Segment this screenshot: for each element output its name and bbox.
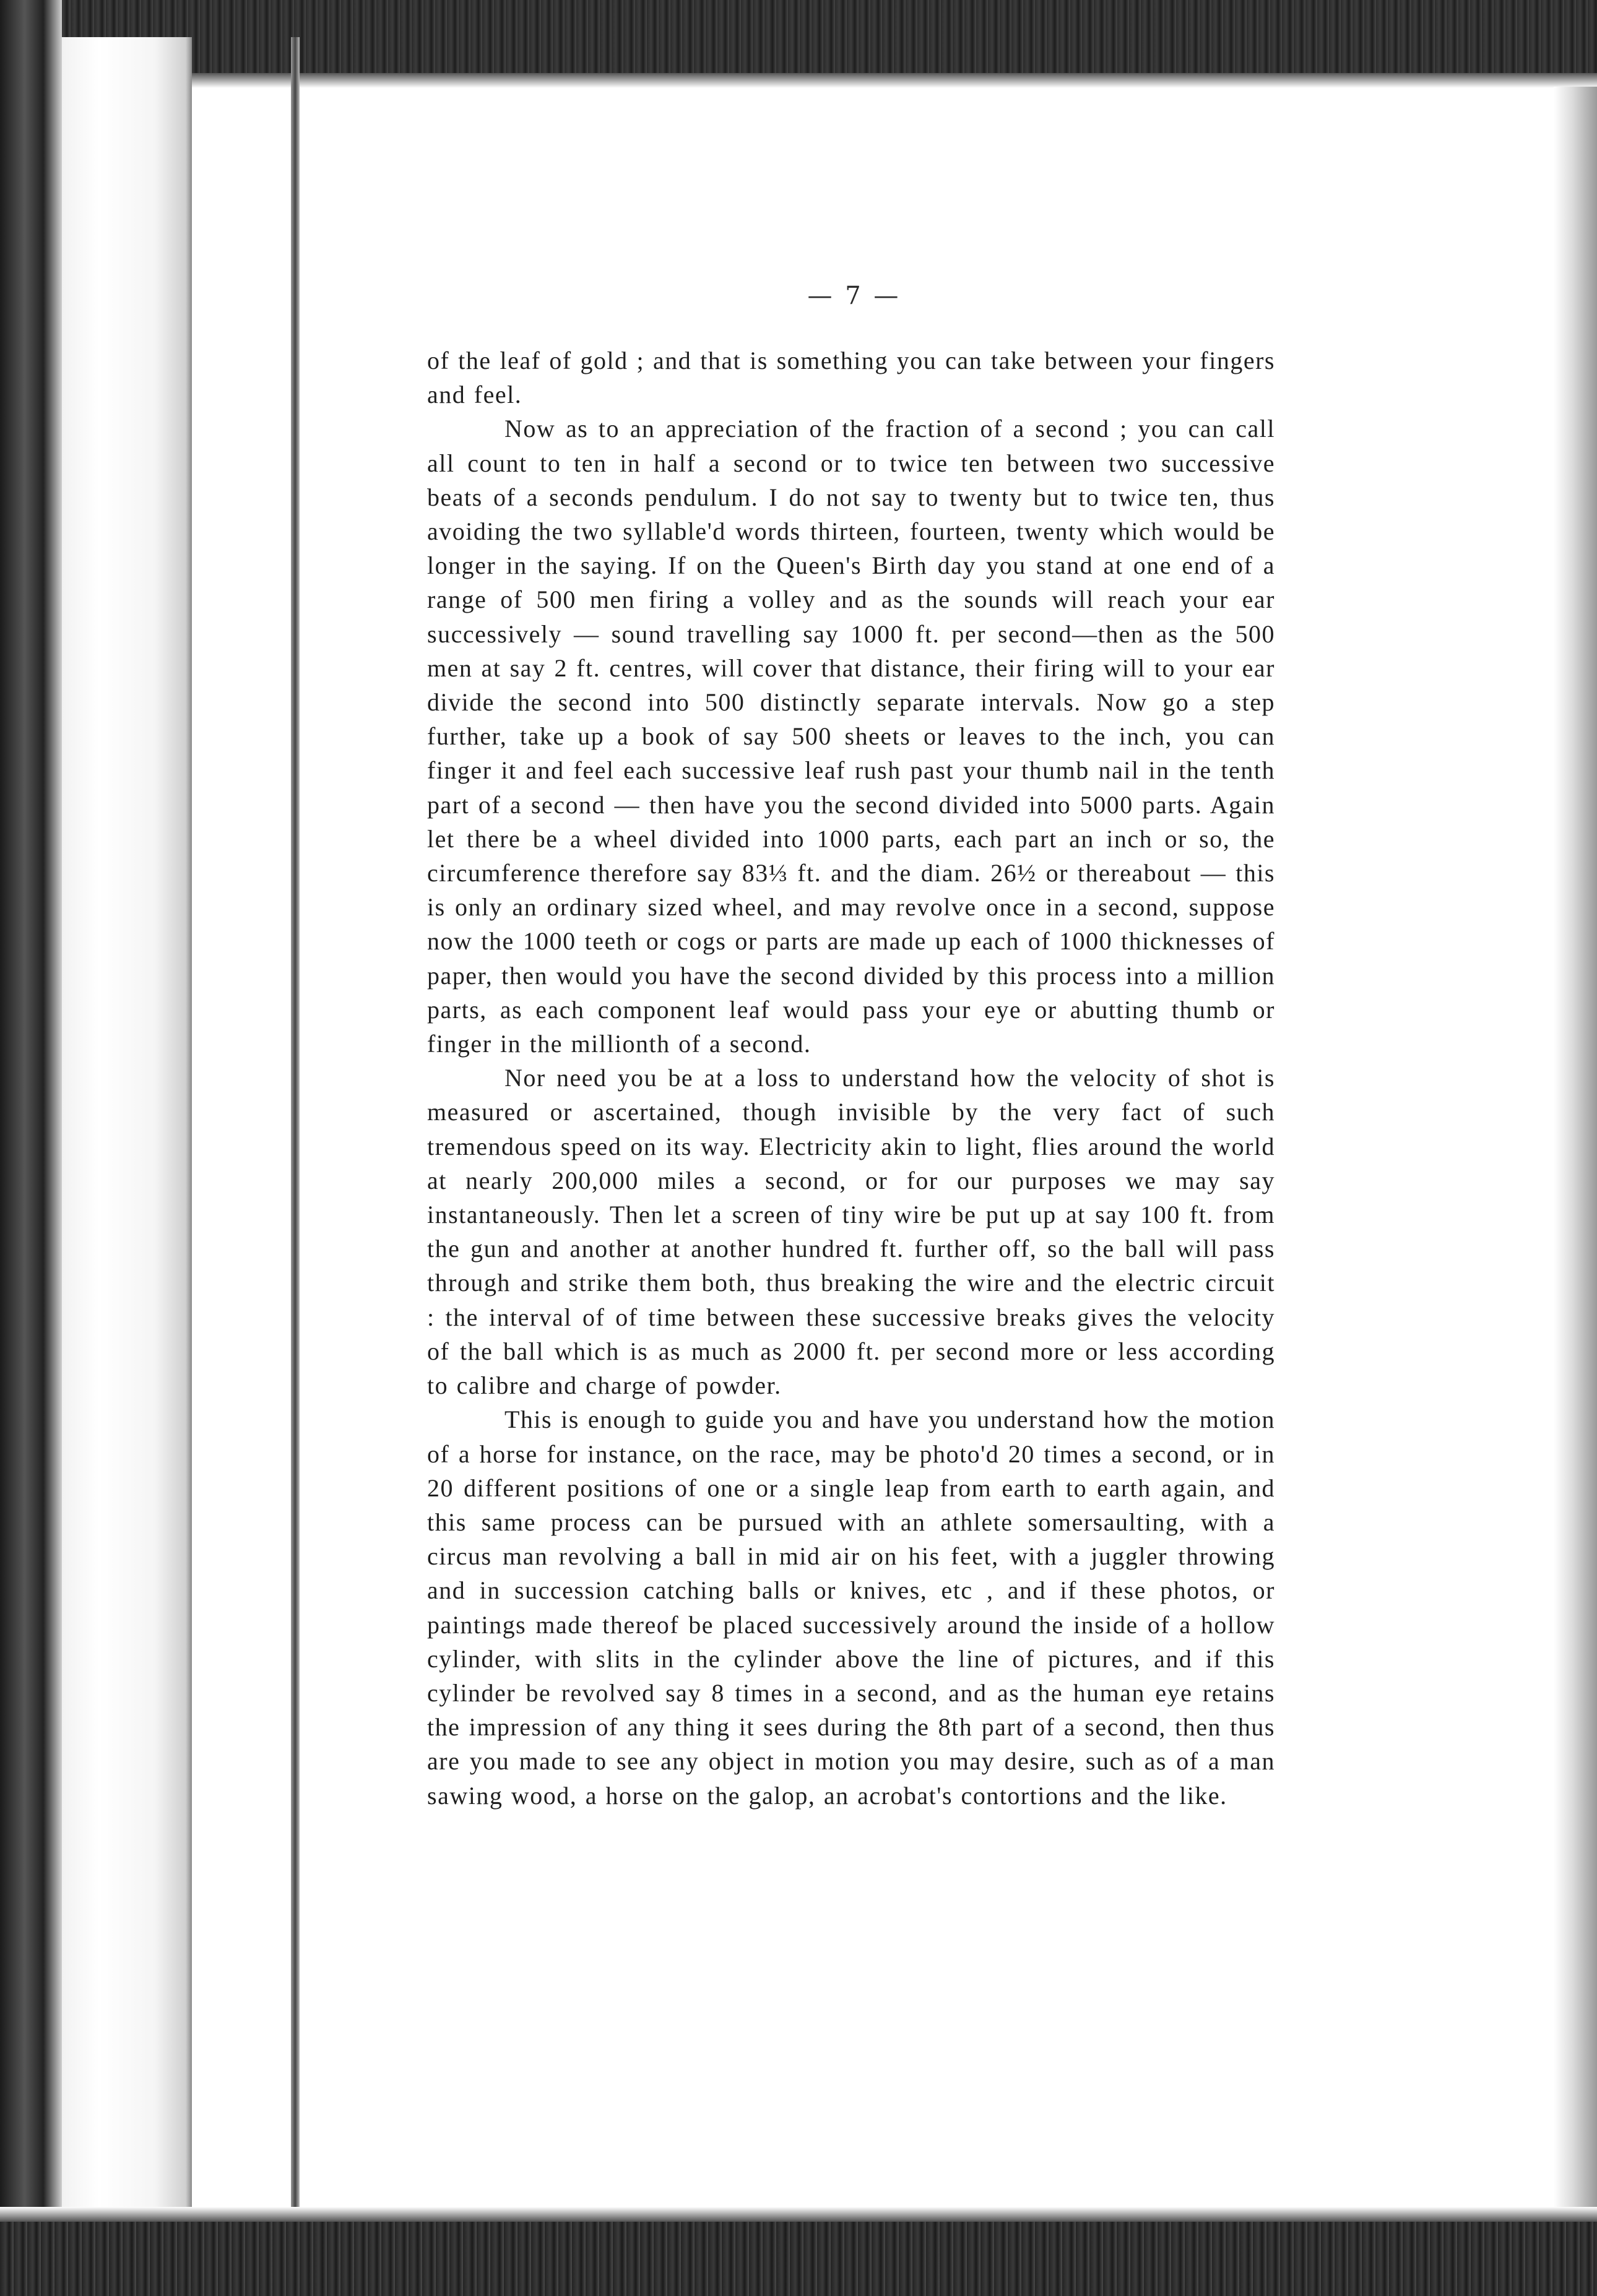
page-gutter — [291, 37, 300, 2259]
paragraph-1: of the leaf of gold ; and that is something you can take between your fingers and feel. — [427, 347, 1275, 409]
scan-top-shadow — [0, 73, 1597, 88]
book-binding — [0, 0, 62, 2296]
right-page-shadow — [1554, 87, 1597, 2209]
scan-bottom-edge — [0, 2222, 1597, 2296]
page-body-text — [427, 343, 1275, 1813]
paragraph-4: This is enough to guide you and have you understand how the motion of a horse for instance, on the race, may be photo'd 20 times a second, or in 20 different positions of one or a single leap from earth to earth again, and this same process can be pursued with an athlete somersaulting, with a circus man revolving a ball in mid air on his feet, with a juggler throwing and in succession catching balls or knives, etc , and if these photos, or paintings made thereof be placed successively around the inside of a hollow cylinder, with slits in the cylinder above the line of pictures, and if this cylinder be revolved say 8 times in a second, and as the human eye retains the impression of any thing it sees during the 8th part of a second, then thus are you made to see any object in motion you may desire, such as of a man sawing wood, a horse on the galop, an acrobat's contortions and the like. — [427, 1405, 1275, 1810]
page-number: — 7 — — [807, 282, 901, 310]
paragraph-2: Now as to an appreciation of the fraction of a second ; you can call all count to ten in half a second or to twice ten between two successive beats of a seconds pendulum. I do not say to twenty but to twice ten, thus avoiding the two syllable'd words thirteen, fourteen, twenty which would be longer in the saying. If on the Queen's Birth day you stand at one end of a range of 500 men firing a volley and as the sounds will reach your ear successively — sound travelling say 1000 ft. per second—then as the 500 men at say 2 ft. centres, will cover that distance, their firing will to your ear divide the second into 500 distinctly separate intervals. Now go a step further, take up a book of say 500 sheets or leaves to the inch, you can finger it and feel each successive leaf rush past your thumb nail in the tenth part of a second — then have you the second divided into 5000 parts. Again let there be a wheel divided into 1000 parts, each part an inch or so, the circumference therefore say 83⅓ ft. and the diam. 26½ or thereabout — this is only an ordinary sized wheel, and may revolve once in a second, suppose now the 1000 teeth or cogs or parts are made up each of 1000 thicknesses of paper, then would you have the second divided by this process into a million parts, as each component leaf would pass your eye or abutting thumb or finger in the millionth of a second. — [427, 415, 1275, 1058]
left-page-edge — [62, 37, 192, 2259]
scan-bottom-shadow — [0, 2207, 1597, 2223]
paragraph-3: Nor need you be at a loss to understand how the velocity of shot is measured or ascertained, though invisible by the very fact of such tremendous speed on its way. Electricity akin to light, flies around the world at nearly 200,000 miles a second, or for our purposes we may say instantaneously. Then let a screen of tiny wire be put up at say 100 ft. from the gun and another at another hundred ft. further off, so the ball will pass through and strike them both, thus breaking the wire and the electric circuit : the interval of of time between these successive breaks gives the velocity of the ball which is as much as 2000 ft. per second more or less according to calibre and charge of powder. — [427, 1064, 1275, 1400]
scan-top-edge — [0, 0, 1597, 80]
